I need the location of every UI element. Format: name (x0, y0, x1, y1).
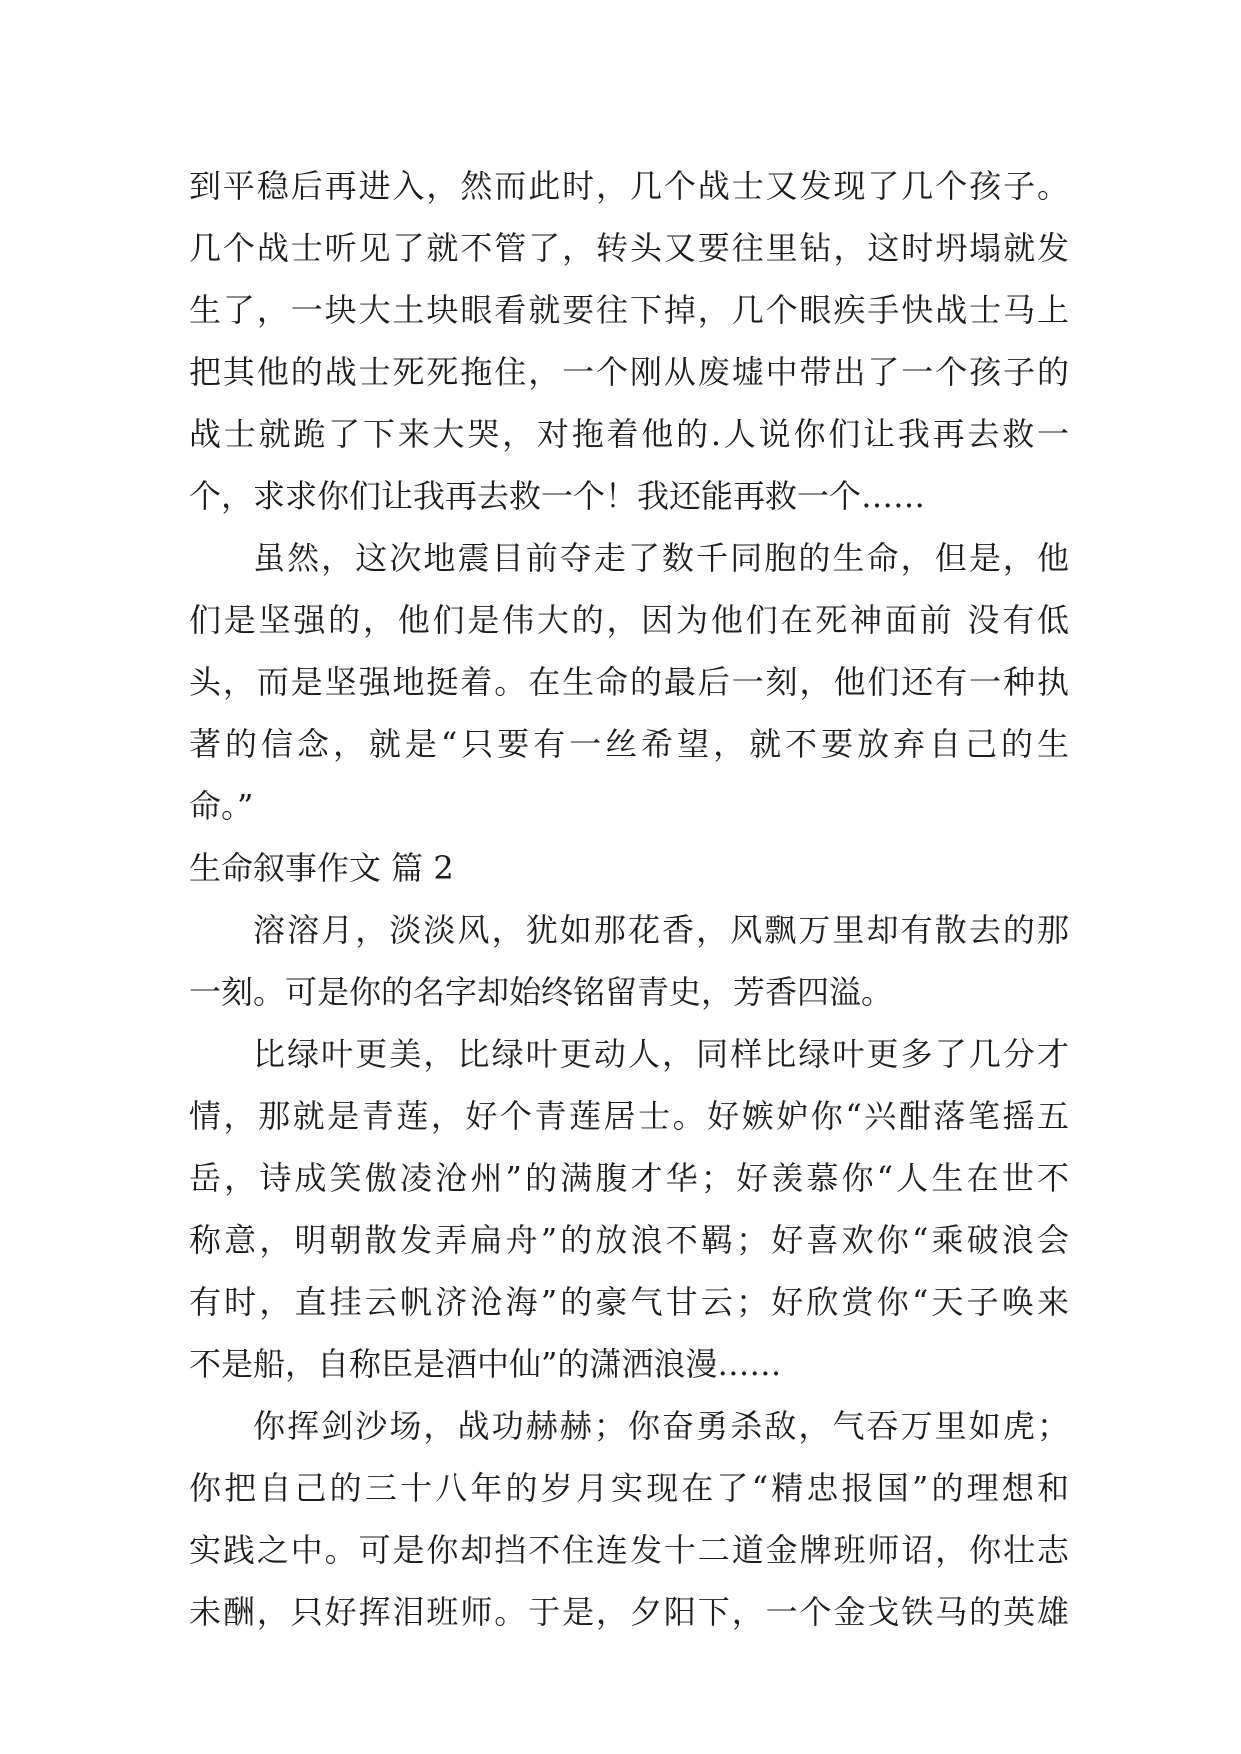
text-line: 你把自己的三十八年的岁月实现在了“精忠报国”的理想和 (189, 1469, 1069, 1507)
text-line: 岳，诗成笑傲凌沧州”的满腹才华；好羡慕你“人生在世不 (189, 1159, 1069, 1197)
text-line: 称意，明朝散发弄扁舟”的放浪不羁；好喜欢你“乘破浪会 (189, 1221, 1069, 1259)
text-line: 比绿叶更美，比绿叶更动人，同样比绿叶更多了几分才 (253, 1035, 1069, 1073)
paragraph-4 (189, 1023, 1069, 1395)
text-line: 著的信念，就是“只要有一丝希望，就不要放弃自己的生 (189, 725, 1069, 763)
text-line: 实践之中。可是你却挡不住连发十二道金牌班师诏，你壮志 (189, 1531, 1069, 1569)
text-line: 你挥剑沙场，战功赫赫；你奋勇杀敌，气吞万里如虎； (253, 1407, 1069, 1445)
paragraph-1 (189, 155, 1069, 527)
text-line: 未酬，只好挥泪班师。于是，夕阳下，一个金戈铁马的英雄 (189, 1593, 1069, 1631)
text-line: 头，而是坚强地挺着。在生命的最后一刻，他们还有一种执 (189, 663, 1069, 701)
text-line: 几个战士听见了就不管了，转头又要往里钻，这时坍塌就发 (189, 229, 1069, 267)
text-line: 虽然，这次地震目前夺走了数千同胞的生命，但是，他 (253, 539, 1069, 577)
text-line: 们是坚强的，他们是伟大的，因为他们在死神面前 没有低 (189, 601, 1069, 639)
section-heading: 生命叙事作文 篇 2 (189, 849, 454, 887)
paragraph-2 (189, 527, 1069, 837)
paragraph-3 (189, 899, 1069, 1023)
text-line: 生了，一块大土块眼看就要往下掉，几个眼疾手快战士马上 (189, 291, 1069, 329)
text-line: 一刻。可是你的名字却始终铭留青史，芳香四溢。 (189, 973, 894, 1011)
text-line: 命。” (189, 787, 254, 825)
text-line: 到平稳后再进入，然而此时，几个战士又发现了几个孩子。 (189, 167, 1069, 205)
text-line: 战士就跪了下来大哭，对拖着他的.人说你们让我再去救一 (189, 415, 1069, 453)
text-line: 情，那就是青莲，好个青莲居士。好嫉妒你“兴酣落笔摇五 (189, 1097, 1069, 1135)
document-body (189, 155, 1069, 1643)
text-line: 溶溶月，淡淡风，犹如那花香，风飘万里却有散去的那 (253, 911, 1069, 949)
text-line: 有时，直挂云帆济沧海”的豪气甘云；好欣赏你“天子唤来 (189, 1283, 1069, 1321)
text-line: 把其他的战士死死拖住，一个刚从废墟中带出了一个孩子的 (189, 353, 1069, 391)
text-line: 不是船，自称臣是酒中仙”的潇洒浪漫…… (189, 1345, 782, 1383)
text-line: 个，求求你们让我再去救一个！我还能再救一个…… (189, 477, 926, 515)
paragraph-5 (189, 1395, 1069, 1643)
